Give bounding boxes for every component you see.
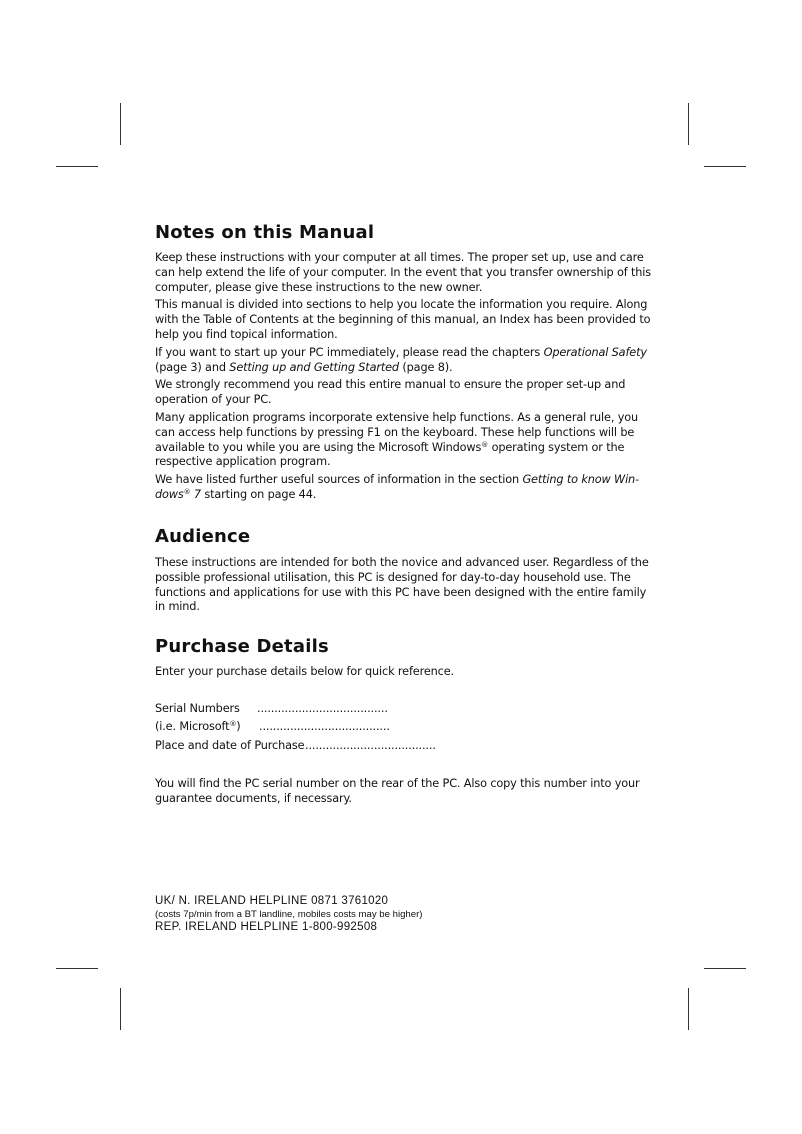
crop-mark xyxy=(688,988,689,1030)
crop-mark xyxy=(56,166,98,167)
place-date-label: Place and date of Purchase xyxy=(155,739,305,752)
text-line: guarantee documents, if necessary. xyxy=(155,791,352,805)
chapter-reference: Getting to know Win- xyxy=(522,473,639,486)
text-line: computer, please give these instructions to the new owner. xyxy=(155,280,483,294)
chapter-reference: Setting up and Getting Started xyxy=(229,360,399,374)
microsoft-serial-blank: ...................................... xyxy=(259,720,390,733)
paragraph-start-up xyxy=(155,346,647,376)
purchase-intro: Enter your purchase details below for quick reference. xyxy=(155,665,454,678)
text-line: possible professional utilisation, this PC is designed for day-to-day household use. The xyxy=(155,570,631,584)
crop-mark xyxy=(120,988,121,1030)
text-line: Many application programs incorporate extensive help functions. As a general rule, you xyxy=(155,411,639,424)
uk-helpline: UK/ N. IRELAND HELPLINE 0871 3761020 xyxy=(155,895,389,907)
crop-mark xyxy=(120,103,121,145)
serial-numbers-label: Serial Numbers xyxy=(155,702,240,715)
text-line: help you find topical information. xyxy=(155,327,338,341)
heading-audience: Audience xyxy=(155,526,251,547)
place-date-field xyxy=(155,739,436,754)
crop-mark xyxy=(688,103,689,145)
registered-mark: ® xyxy=(183,487,191,496)
paragraph-help-functions xyxy=(155,411,638,470)
heading-purchase-details: Purchase Details xyxy=(155,636,329,657)
crop-mark xyxy=(704,166,746,167)
text: operating system or the xyxy=(488,440,625,454)
ireland-helpline: REP. IRELAND HELPLINE 1-800-992508 xyxy=(155,921,378,933)
helpline-costs: (costs 7p/min from a BT landline, mobiles costs may be higher) xyxy=(155,909,423,920)
text-line: This manual is divided into sections to help you locate the information you require. Along xyxy=(155,298,648,311)
place-date-blank: ...................................... xyxy=(305,739,436,752)
text-line: respective application program. xyxy=(155,455,331,469)
crop-mark xyxy=(704,968,746,969)
crop-mark xyxy=(56,968,98,969)
text: We have listed further useful sources of information in the section xyxy=(155,473,523,486)
microsoft-label: (i.e. Microsoft xyxy=(155,720,230,733)
text-line: in mind. xyxy=(155,600,200,614)
text-line: We strongly recommend you read this entire manual to ensure the proper set-up and xyxy=(155,378,626,391)
text-line: can help extend the life of your computer. In the event that you transfer ownership of this xyxy=(155,265,652,279)
microsoft-serial-field xyxy=(155,720,390,735)
text: (page 8). xyxy=(398,360,453,374)
paragraph-serial-note xyxy=(155,777,640,807)
paragraph-sections xyxy=(155,298,650,342)
text-line: These instructions are intended for both the novice and advanced user. Regardless of the xyxy=(155,556,649,569)
chapter-reference: dows xyxy=(155,487,184,501)
chapter-reference: 7 xyxy=(190,487,201,501)
text: ) xyxy=(236,720,241,733)
text: starting on page 44. xyxy=(200,487,317,501)
text-line: operation of your PC. xyxy=(155,392,272,406)
text-line: functions and applications for use with this PC have been designed with the entire family xyxy=(155,585,647,599)
paragraph-recommend xyxy=(155,378,625,408)
chapter-reference: Operational Safety xyxy=(543,346,647,359)
paragraph-further-sources xyxy=(155,473,639,503)
text-line: can access help functions by pressing F1 on the keyboard. These help functions will be xyxy=(155,425,635,439)
paragraph-audience xyxy=(155,556,649,615)
paragraph-keep-instructions xyxy=(155,251,651,295)
registered-mark: ® xyxy=(481,440,489,449)
text: If you want to start up your PC immediately, please read the chapters xyxy=(155,346,544,359)
text: available to you while you are using the Microsoft Windows xyxy=(155,440,482,454)
text-line: Keep these instructions with your computer at all times. The proper set up, use and care xyxy=(155,251,644,264)
text: (page 3) and xyxy=(155,360,230,374)
text-line: You will find the PC serial number on the rear of the PC. Also copy this number into your xyxy=(155,777,640,790)
text-line: with the Table of Contents at the beginning of this manual, an Index has been provided to xyxy=(155,312,651,326)
serial-numbers-blank: ...................................... xyxy=(257,702,388,715)
serial-numbers-field xyxy=(155,702,388,717)
registered-mark: ® xyxy=(229,720,237,728)
heading-notes: Notes on this Manual xyxy=(155,222,375,243)
